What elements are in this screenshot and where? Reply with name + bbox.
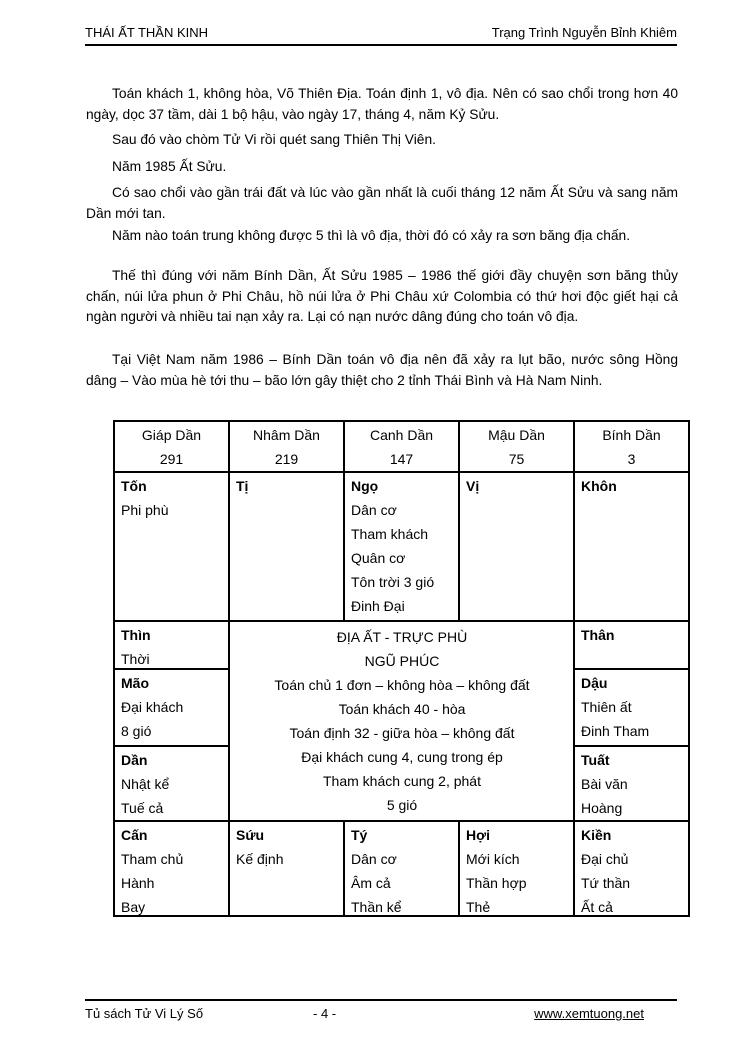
palace-cell-than (573, 620, 688, 668)
year-value: 291 (159, 451, 184, 467)
summary-line: NGŨ PHÚC (364, 653, 440, 669)
page-header (85, 25, 677, 40)
palace-cell-can (113, 820, 228, 917)
palace-title: Ngọ (351, 478, 379, 494)
year-value: 3 (627, 451, 636, 467)
palace-line: Đại chủ (581, 851, 629, 867)
palace-title: Mão (121, 675, 149, 691)
palace-line: Tuế cả (121, 800, 164, 816)
palace-cell-ton (113, 471, 228, 620)
palace-line: Thời (121, 651, 150, 667)
palace-line: Tứ thần (581, 875, 631, 891)
year-cell-canh-dan (343, 420, 458, 471)
palace-line: Ất cả (581, 899, 613, 915)
palace-line: Tham khách (351, 526, 429, 542)
palace-title: Tốn (121, 478, 147, 494)
summary-line: Toán chủ 1 đơn – không hòa – không đất (274, 677, 530, 693)
footer-series-title: Tủ sách Tử Vi Lý Số (85, 1006, 204, 1021)
year-value: 219 (274, 451, 299, 467)
palace-title: Thân (581, 627, 615, 643)
palace-title: Vị (466, 478, 480, 494)
summary-line: ĐỊA ẤT - TRỰC PHÙ (336, 629, 468, 645)
center-summary-cell (228, 620, 573, 820)
palace-line: Đinh Tham (581, 723, 650, 739)
palace-line: Đại khách (121, 699, 184, 715)
palace-cell-vi (458, 471, 573, 620)
palace-line: Phi phù (121, 502, 169, 518)
palace-line: Nhật kể (121, 776, 170, 792)
palace-line: Thiên ất (581, 699, 632, 715)
paragraph-1: Toán khách 1, không hòa, Võ Thiên Địa. Toán định 1, vô địa. Nên có sao chổi trong hơn 40 ngày, dọc 37 tầm, dài 1 bộ hậu, vào ngày 17, tháng 4, năm Kỷ Sửu. (86, 86, 678, 122)
paragraph-6: Thế thì đúng với năm Bính Dần, Ất Sửu 1985 – 1986 thế giới đầy chuyện sơn băng thủy chấn, núi lửa phun ở Phi Châu, hồ núi lửa ở Phi Châu xứ Colombia có thứ hơi độc giết hại cả ngàn người và nhiều tai nạn xảy ra. Lại có nạn nước dâng đúng cho toán vô địa. (86, 268, 678, 324)
year-name: Giáp Dần (141, 427, 202, 443)
header-rule (85, 44, 677, 46)
paragraph-3: Năm 1985 Ất Sửu. (112, 159, 227, 174)
palace-title: Dậu (581, 675, 608, 691)
paragraph-5: Năm nào toán trung không được 5 thì là vô địa, thời đó có xảy ra sơn băng địa chấn. (112, 228, 631, 243)
palace-cell-hoi (458, 820, 573, 917)
year-cell-mau-dan (458, 420, 573, 471)
palace-line: Dân cơ (351, 502, 397, 518)
palace-cell-ty (343, 820, 458, 917)
palace-cell-suu (228, 820, 343, 917)
palace-cell-thin (113, 620, 228, 668)
palace-line: Dân cơ (351, 851, 397, 867)
palace-cell-khon (573, 471, 688, 620)
palace-line: Hành (121, 875, 155, 891)
summary-line: Đại khách cung 4, cung trong ép (301, 749, 503, 765)
paragraph-7: Tại Việt Nam năm 1986 – Bính Dần toán vô địa nên đã xảy ra lụt bão, nước sông Hồng dâng – Vào mùa hè tới thu – bão lớn gây thiệt cho 2 tỉnh Thái Bình và Hà Nam Ninh. (86, 352, 678, 388)
summary-line: Toán định 32 - giữa hòa – không đất (289, 725, 515, 741)
palace-line: Tôn trời 3 gió (351, 574, 435, 590)
year-name: Nhâm Dần (253, 427, 320, 443)
palace-line: Quân cơ (351, 550, 406, 566)
palace-line: Hoàng (581, 800, 623, 816)
palace-title: Tuất (581, 752, 610, 768)
year-cell-binh-dan (573, 420, 688, 471)
header-book-title: THÁI ẤT THẦN KINH (85, 25, 209, 40)
paragraph-4: Có sao chổi vào gần trái đất và lúc vào gần nhất là cuối tháng 12 năm Ất Sửu và sang năm Dần mới tan. (86, 185, 678, 221)
summary-line: 5 gió (386, 797, 418, 813)
year-name: Mậu Dần (488, 427, 545, 443)
palace-cell-mao (113, 668, 228, 745)
palace-line: Bài văn (581, 776, 628, 792)
astrology-table (113, 420, 690, 917)
palace-title: Khôn (581, 478, 617, 494)
palace-title: Sứu (236, 827, 265, 843)
palace-cell-ngo (343, 471, 458, 620)
palace-line: Thẻ (466, 899, 491, 915)
palace-cell-ti (228, 471, 343, 620)
palace-title: Thìn (121, 627, 151, 643)
header-author: Trạng Trình Nguyễn Bỉnh Khiêm (491, 25, 677, 40)
palace-cell-kien (573, 820, 688, 917)
year-name: Bính Dần (602, 427, 661, 443)
palace-title: Tý (351, 827, 368, 843)
palace-line: Thần hợp (466, 875, 527, 891)
palace-title: Hợi (466, 827, 490, 843)
palace-title: Dần (121, 752, 148, 768)
palace-line: Mới kích (466, 851, 520, 867)
palace-cell-dau (573, 668, 688, 745)
year-value: 75 (508, 451, 525, 467)
paragraph-2: Sau đó vào chòm Tử Vi rồi quét sang Thiên Thị Viên. (112, 132, 436, 147)
palace-title: Tị (236, 478, 249, 494)
palace-title: Kiền (581, 827, 612, 843)
summary-line: Tham khách cung 2, phát (323, 773, 481, 789)
footer-page-number: - 4 - (313, 1006, 337, 1021)
palace-title: Cấn (121, 827, 148, 843)
palace-cell-tuat (573, 745, 688, 820)
year-name: Canh Dần (369, 427, 434, 443)
year-cell-giap-dan (113, 420, 228, 471)
palace-line: Bay (121, 899, 146, 915)
palace-cell-dan (113, 745, 228, 820)
year-cell-nham-dan (228, 420, 343, 471)
palace-line: Thần kể (351, 899, 402, 915)
palace-line: Đinh Đại (351, 598, 405, 614)
palace-line: Tham chủ (121, 851, 184, 867)
summary-line: Toán khách 40 - hòa (338, 701, 466, 717)
palace-line: Âm cả (351, 875, 391, 891)
footer-rule (85, 999, 677, 1001)
palace-line: Kế định (236, 851, 284, 867)
year-value: 147 (389, 451, 414, 467)
palace-line: 8 gió (121, 723, 152, 739)
footer-website-link[interactable]: www.xemtuong.net (534, 1006, 644, 1021)
